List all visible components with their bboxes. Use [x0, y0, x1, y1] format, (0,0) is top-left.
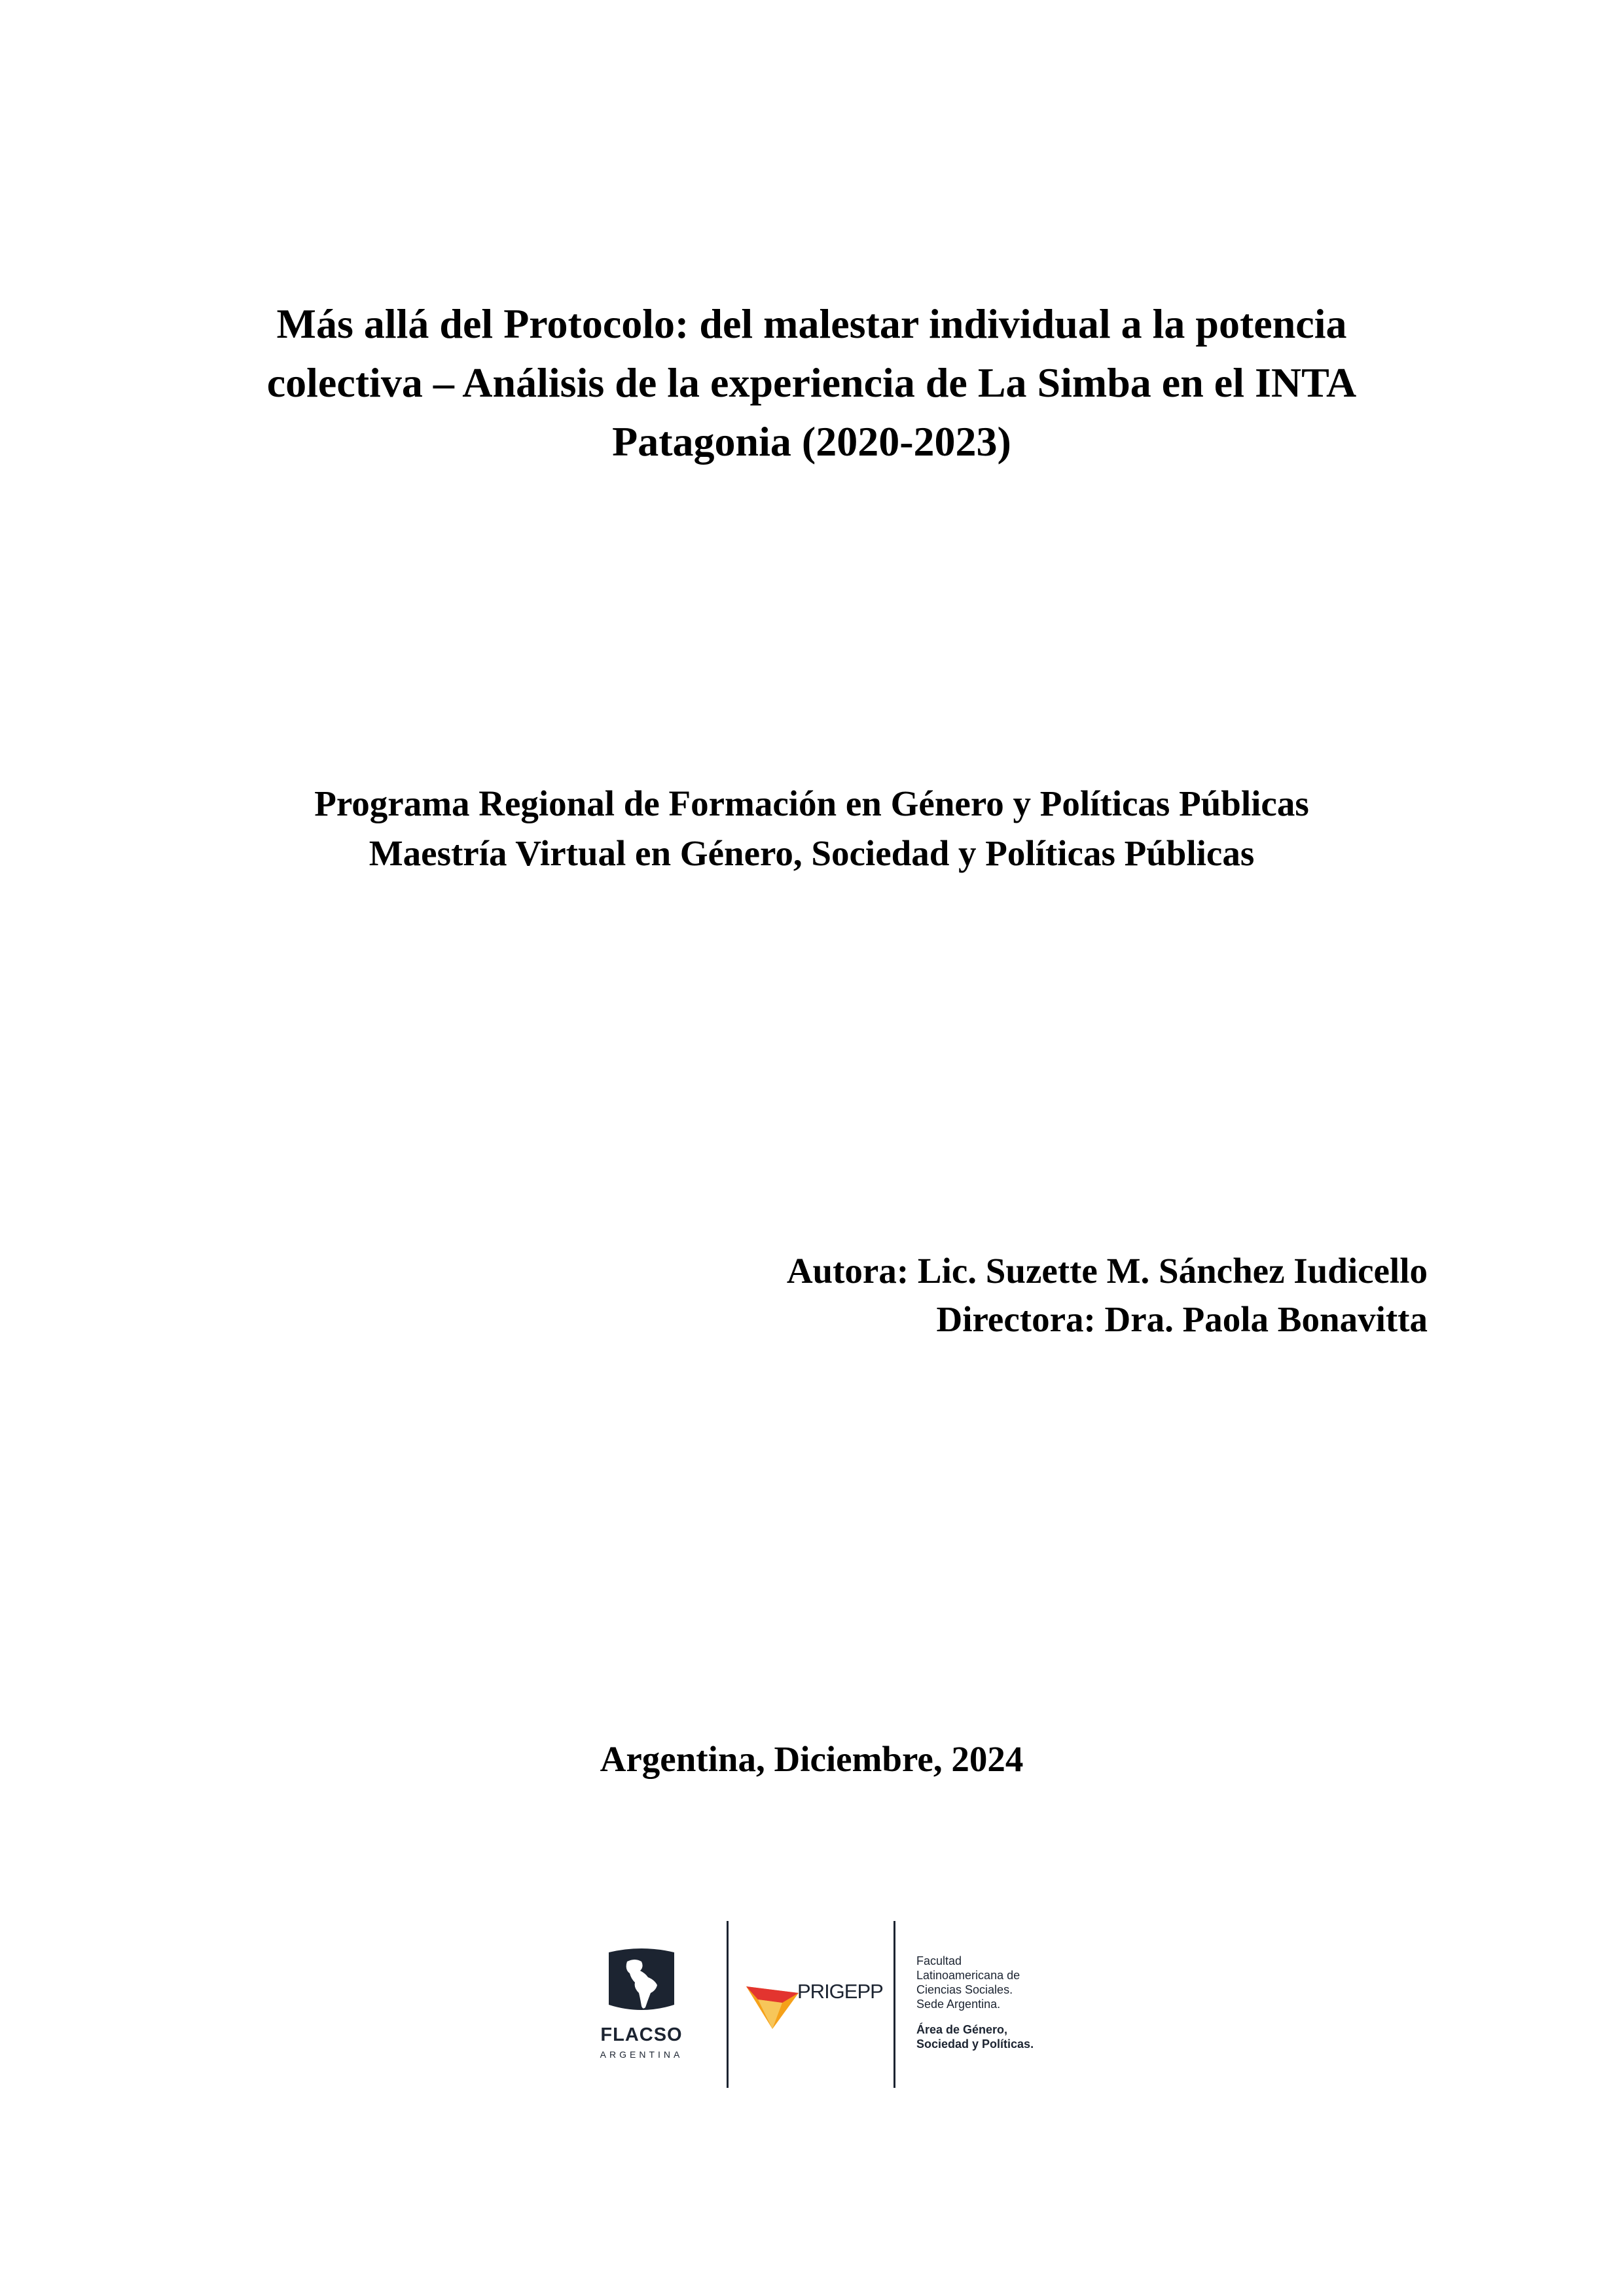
director-line: Directora: Dra. Paola Bonavitta [936, 1299, 1428, 1339]
title-line-3: Patagonia (2020-2023) [612, 418, 1011, 465]
title-line-1: Más allá del Protocolo: del malestar individual a la potencia [276, 300, 1347, 347]
program-name: Programa Regional de Formación en Género y Políticas Públicas [314, 783, 1309, 823]
area-line-1: Área de Género, [916, 2023, 1008, 2036]
institution-logos [589, 1921, 1087, 2091]
title-line-2: colectiva – Análisis de la experiencia de La Simba en el INTA [266, 359, 1357, 406]
facultad-line-3: Ciencias Sociales. [916, 1983, 1013, 1996]
logo-divider-1 [727, 1921, 729, 2088]
logo-divider-2 [893, 1921, 895, 2088]
facultad-line-1: Facultad [916, 1954, 962, 1967]
facultad-line-4: Sede Argentina. [916, 1998, 1001, 2011]
place-date: Argentina, Diciembre, 2024 [600, 1739, 1024, 1779]
prigepp-name: PRIGEPP [797, 1980, 883, 2003]
flacso-country: ARGENTINA [600, 2049, 683, 2060]
thesis-title [196, 295, 1427, 471]
authors-block [787, 1247, 1428, 1344]
area-line-2: Sociedad y Políticas. [916, 2037, 1034, 2051]
americas-map-icon [602, 1947, 681, 2019]
master-name: Maestría Virtual en Género, Sociedad y Políticas Públicas [369, 833, 1255, 873]
facultad-text [916, 1954, 1087, 2011]
author-line: Autora: Lic. Suzette M. Sánchez Iudicello [786, 1251, 1428, 1291]
program-block [196, 779, 1427, 878]
area-text [916, 2022, 1087, 2051]
flacso-name: FLACSO [600, 2024, 683, 2045]
facultad-line-2: Latinoamericana de [916, 1969, 1020, 1982]
